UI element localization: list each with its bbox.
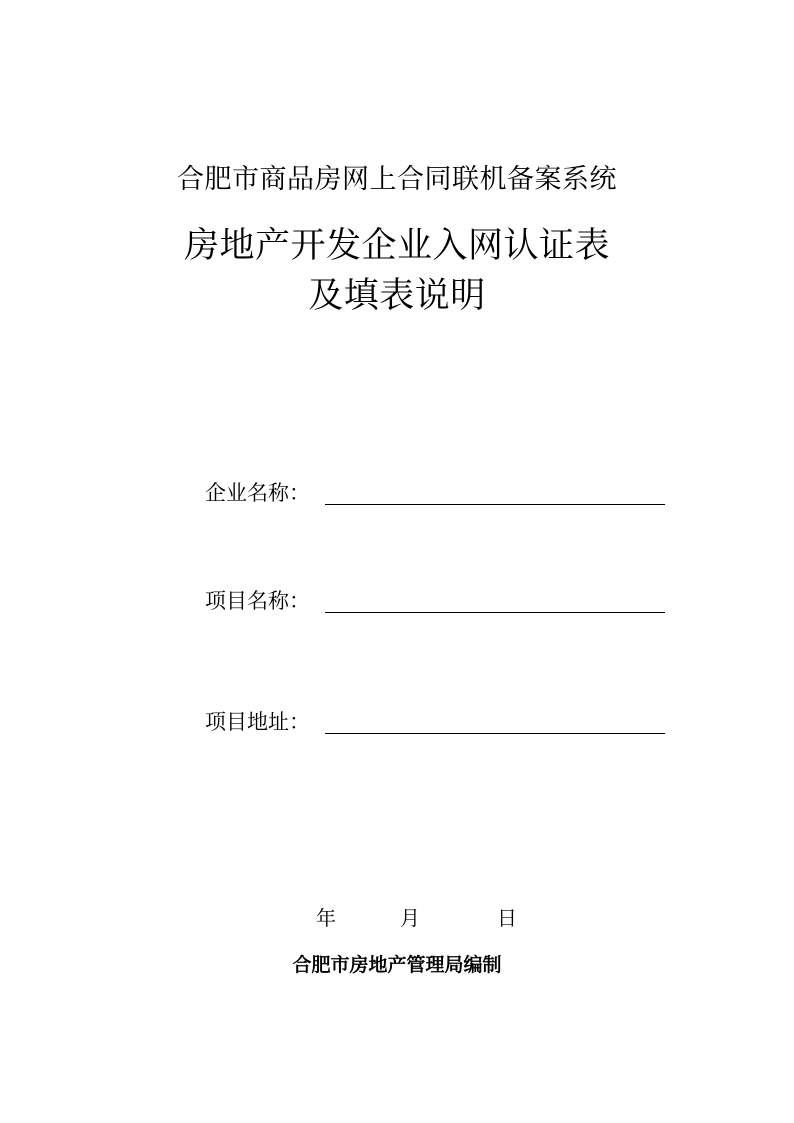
field-row-project-address [205, 697, 665, 737]
company-name-field[interactable] [325, 504, 665, 505]
project-address-label: 项目地址： [205, 710, 310, 734]
date-month-label: 月 [400, 906, 420, 930]
field-row-project-name [205, 576, 665, 616]
document-title-line2: 及填表说明 [308, 276, 486, 316]
issuer-text: 合肥市房地产管理局编制 [292, 954, 502, 976]
date-day-label: 日 [497, 906, 517, 930]
date-year-label: 年 [316, 906, 336, 930]
document-title-line1: 房地产开发企业入网认证表 [183, 226, 610, 266]
system-title: 合肥市商品房网上合同联机备案系统 [177, 164, 617, 195]
project-name-field[interactable] [325, 612, 665, 613]
date-row [0, 902, 794, 934]
field-row-company-name [205, 468, 665, 508]
project-name-label: 项目名称： [205, 589, 310, 613]
company-name-label: 企业名称： [205, 481, 310, 505]
project-address-field[interactable] [325, 733, 665, 734]
